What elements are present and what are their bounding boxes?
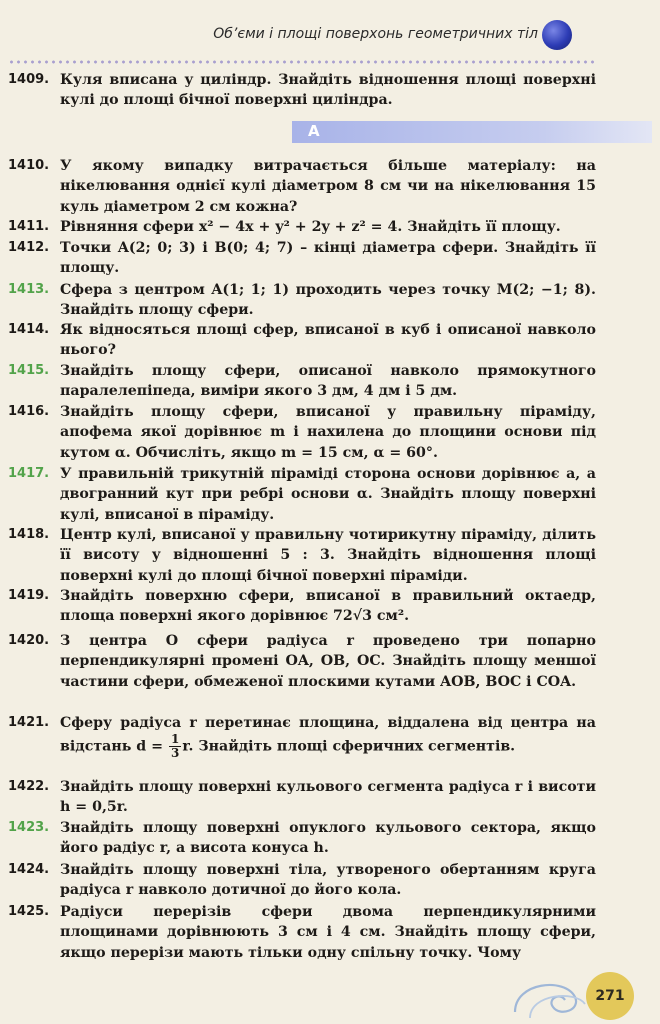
problem-number: 1420. [8, 633, 50, 648]
problem-1413 [8, 280, 596, 321]
problem-text: Знайдіть поверхню сфери, вписаної в правильний октаедр, площа поверхні якого дорівнює 72√3 см². [60, 588, 596, 625]
section-level-bar [292, 121, 652, 143]
problem-text: Рівняння сфери x² − 4x + y² + 2y + z² = 4. Знайдіть її площу. [60, 219, 561, 235]
problem-1410 [8, 156, 596, 217]
problem-number: 1411. [8, 219, 50, 234]
problem-number: 1413. [8, 282, 50, 297]
problem-number: 1419. [8, 588, 50, 603]
problem-1409 [8, 70, 596, 111]
problem-text: Куля вписана у циліндр. Знайдіть відношення площі поверхні кулі до площі бічної поверхні циліндра. [60, 72, 596, 109]
problem-text: Центр кулі, вписаної у правильну чотирикутну піраміду, ділить її висоту у відношенні 5 : 3. Знайдіть відношення площі поверхні кулі до площі бічної поверхні піраміди. [60, 527, 596, 584]
problem-number: 1418. [8, 527, 50, 542]
page-number: 271 [586, 972, 634, 1020]
problem-number: 1415. [8, 363, 50, 378]
problem-text: Точки A(2; 0; 3) і B(0; 4; 7) – кінці діаметра сфери. Знайдіть її площу. [60, 240, 596, 277]
problem-number: 1425. [8, 904, 50, 919]
blue-ball-icon [542, 20, 572, 50]
problem-number: 1424. [8, 862, 50, 877]
problem-1418 [8, 525, 596, 586]
problem-text: З центра O сфери радіуса r проведено три попарно перпендикулярні промені OA, OB, OC. Знайдіть площу меншої частини сфери, обмеженої плоскими кутами AOB, BOC і COA. [60, 633, 596, 690]
fraction-denominator: 3 [170, 746, 180, 761]
problem-1420 [8, 631, 596, 692]
problem-1411 [8, 217, 596, 237]
problem-text: У правильній трикутній піраміді сторона основи дорівнює a, а двогранний кут при ребрі основи α. Знайдіть площу поверхні кулі, вписаної в піраміду. [60, 466, 596, 523]
problem-text: Знайдіть площу поверхні тіла, утвореного обертанням круга радіуса r навколо дотичної до його кола. [60, 862, 596, 899]
problem-1421 [8, 713, 596, 761]
problem-1419 [8, 586, 596, 627]
problem-number: 1410. [8, 158, 50, 173]
problem-number: 1422. [8, 779, 50, 794]
problem-number: 1421. [8, 715, 50, 730]
problem-text: Знайдіть площу поверхні кульового сегмента радіуса r і висоти h = 0,5r. [60, 779, 596, 816]
problem-text: Знайдіть площу поверхні опуклого кульового сектора, якщо його радіус r, а висота конуса h. [60, 820, 596, 857]
problem-text-part: r. Знайдіть площі сферичних сегментів. [182, 738, 516, 755]
problem-text-part: Сферу радіуса r перетинає площина, віддалена від центра на відстань d = [60, 715, 596, 755]
problem-text: У якому випадку витрачається більше матеріалу: на нікелювання однієї кулі діаметром 8 см чи на нікелювання 15 куль діаметром 2 см кожна? [60, 158, 596, 215]
problem-1416 [8, 402, 596, 463]
problem-1424 [8, 860, 596, 901]
running-title: Об’єми і площі поверхонь геометричних тіл [213, 26, 538, 42]
problem-1423 [8, 818, 596, 859]
swirl-ornament-icon [505, 962, 595, 1022]
problem-text: Знайдіть площу сфери, вписаної у правильну піраміду, апофема якої дорівнює m і нахилена до площини основи під кутом α. Обчисліть, якщо m = 15 см, α = 60°. [60, 404, 596, 461]
problem-text: Знайдіть площу сфери, описаної навколо прямокутного паралелепіпеда, виміри якого 3 дм, 4 дм і 5 дм. [60, 363, 596, 400]
problem-text: Як відносяться площі сфер, вписаної в куб і описаної навколо нього? [60, 322, 596, 359]
problem-1414 [8, 320, 596, 361]
problem-number: 1417. [8, 466, 50, 481]
problem-text [36, 713, 596, 760]
problem-number: 1414. [8, 322, 50, 337]
problem-number: 1409. [8, 72, 50, 87]
section-letter: А [308, 122, 320, 140]
problem-text: Радіуси перерізів сфери двома перпендикулярними площинами дорівнюють 3 см і 4 см. Знайдіть площу сфери, якщо перерізи мають тільки одну спільну точку. Чому [60, 904, 596, 961]
problem-1417 [8, 464, 596, 525]
fraction-numerator: 1 [170, 732, 180, 747]
page-header [0, 0, 660, 66]
problem-1412 [8, 238, 596, 279]
dotted-divider [8, 60, 598, 64]
problem-1415 [8, 361, 596, 402]
problem-number: 1423. [8, 820, 50, 835]
problem-number: 1412. [8, 240, 50, 255]
problem-text: Сфера з центром A(1; 1; 1) проходить через точку M(2; −1; 8). Знайдіть площу сфери. [60, 282, 596, 319]
problem-1425 [8, 902, 596, 963]
problem-number: 1416. [8, 404, 50, 419]
fraction [169, 733, 181, 760]
problem-1422 [8, 777, 596, 818]
